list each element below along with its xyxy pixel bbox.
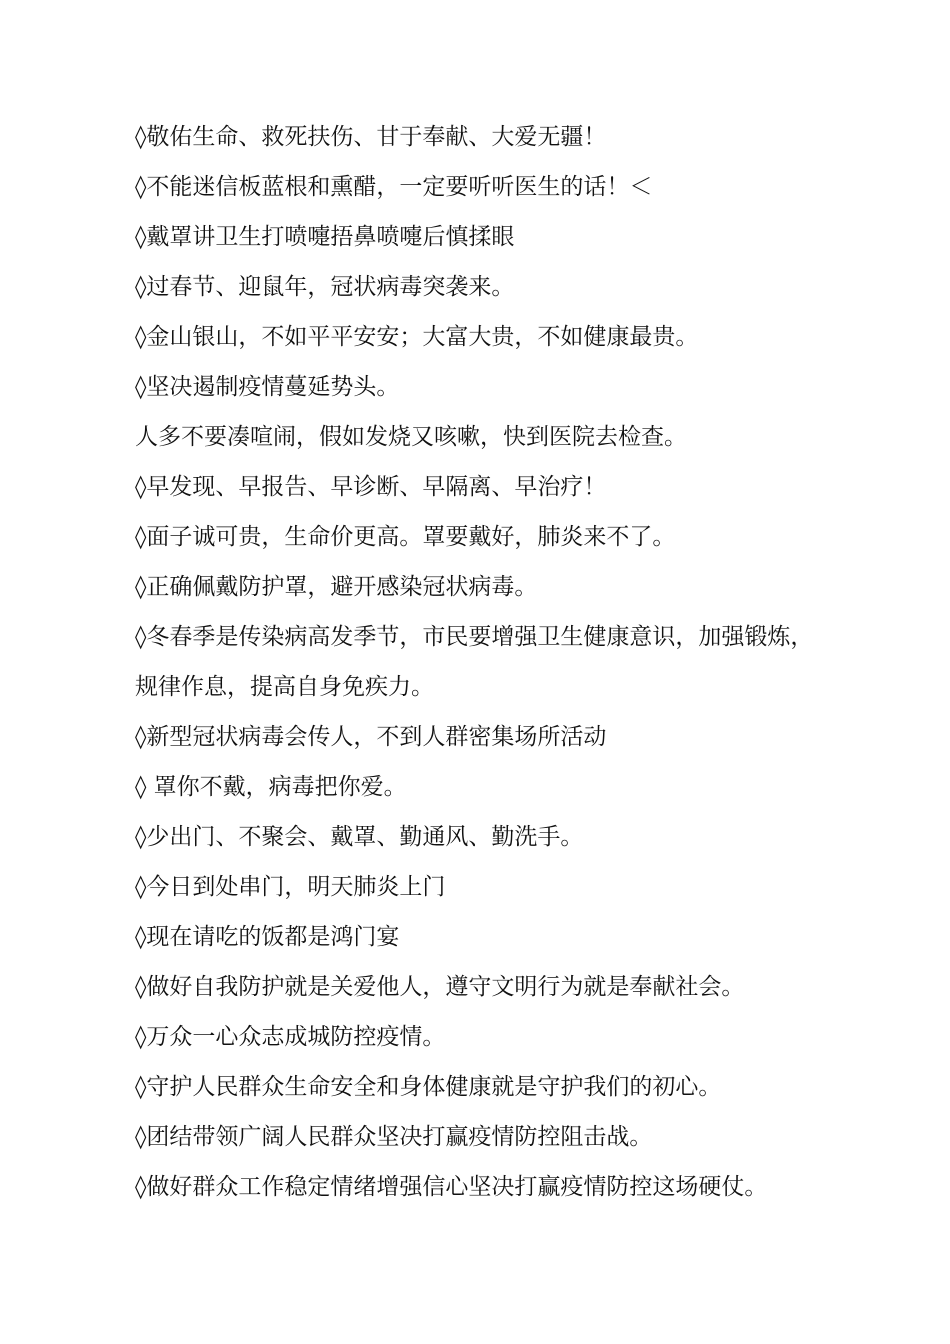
slogan-line: ◊今日到处串门，明天肺炎上门 <box>135 874 446 900</box>
slogan-line: ◊过春节、迎鼠年，冠状病毒突袭来。 <box>135 274 515 300</box>
slogan-line: ◊做好自我防护就是关爱他人，遵守文明行为就是奉献社会。 <box>135 974 745 1000</box>
slogan-line: ◊新型冠状病毒会传人，不到人群密集场所活动 <box>135 724 607 750</box>
slogan-line: ◊ 罩你不戴，病毒把你爱。 <box>135 774 407 800</box>
slogan-line: ◊少出门、不聚会、戴罩、勤通风、勤洗手。 <box>135 824 584 850</box>
slogan-line: ◊万众一心众志成城防控疫情。 <box>135 1024 446 1050</box>
slogan-line: ◊团结带领广阔人民群众坚决打赢疫情防控阻击战。 <box>135 1124 653 1150</box>
slogan-line: ◊现在请吃的饭都是鸿门宴 <box>135 924 400 950</box>
slogan-line: ◊做好群众工作稳定情绪增强信心坚决打赢疫情防控这场硬仗。 <box>135 1174 768 1200</box>
slogan-line: ◊守护人民群众生命安全和身体健康就是守护我们的初心。 <box>135 1074 722 1100</box>
slogan-line: 人多不要凑喧闹，假如发烧又咳嗽，快到医院去检查。 <box>135 424 687 450</box>
slogan-line: ◊金山银山，不如平平安安；大富大贵，不如健康最贵。 <box>135 324 699 350</box>
slogan-list <box>135 112 825 1212</box>
slogan-line: ◊正确佩戴防护罩，避开感染冠状病毒。 <box>135 574 538 600</box>
slogan-line: ◊坚决遏制疫情蔓延势头。 <box>135 374 400 400</box>
slogan-line: ◊不能迷信板蓝根和熏醋，一定要听听医生的话！＜ <box>135 174 653 200</box>
slogan-line: ◊敬佑生命、救死扶伤、甘于奉献、大爱无疆！ <box>135 124 607 150</box>
slogan-line: ◊面子诚可贵，生命价更高。罩要戴好，肺炎来不了。 <box>135 524 676 550</box>
slogan-line: ◊戴罩讲卫生打喷嚏捂鼻喷嚏后慎揉眼 <box>135 224 515 250</box>
slogan-line-wrapped: ◊冬春季是传染病高发季节，市民要增强卫生健康意识，加强锻炼，规律作息，提高自身免疾力。 <box>135 624 814 700</box>
slogan-line: ◊早发现、早报告、早诊断、早隔离、早治疗！ <box>135 474 607 500</box>
